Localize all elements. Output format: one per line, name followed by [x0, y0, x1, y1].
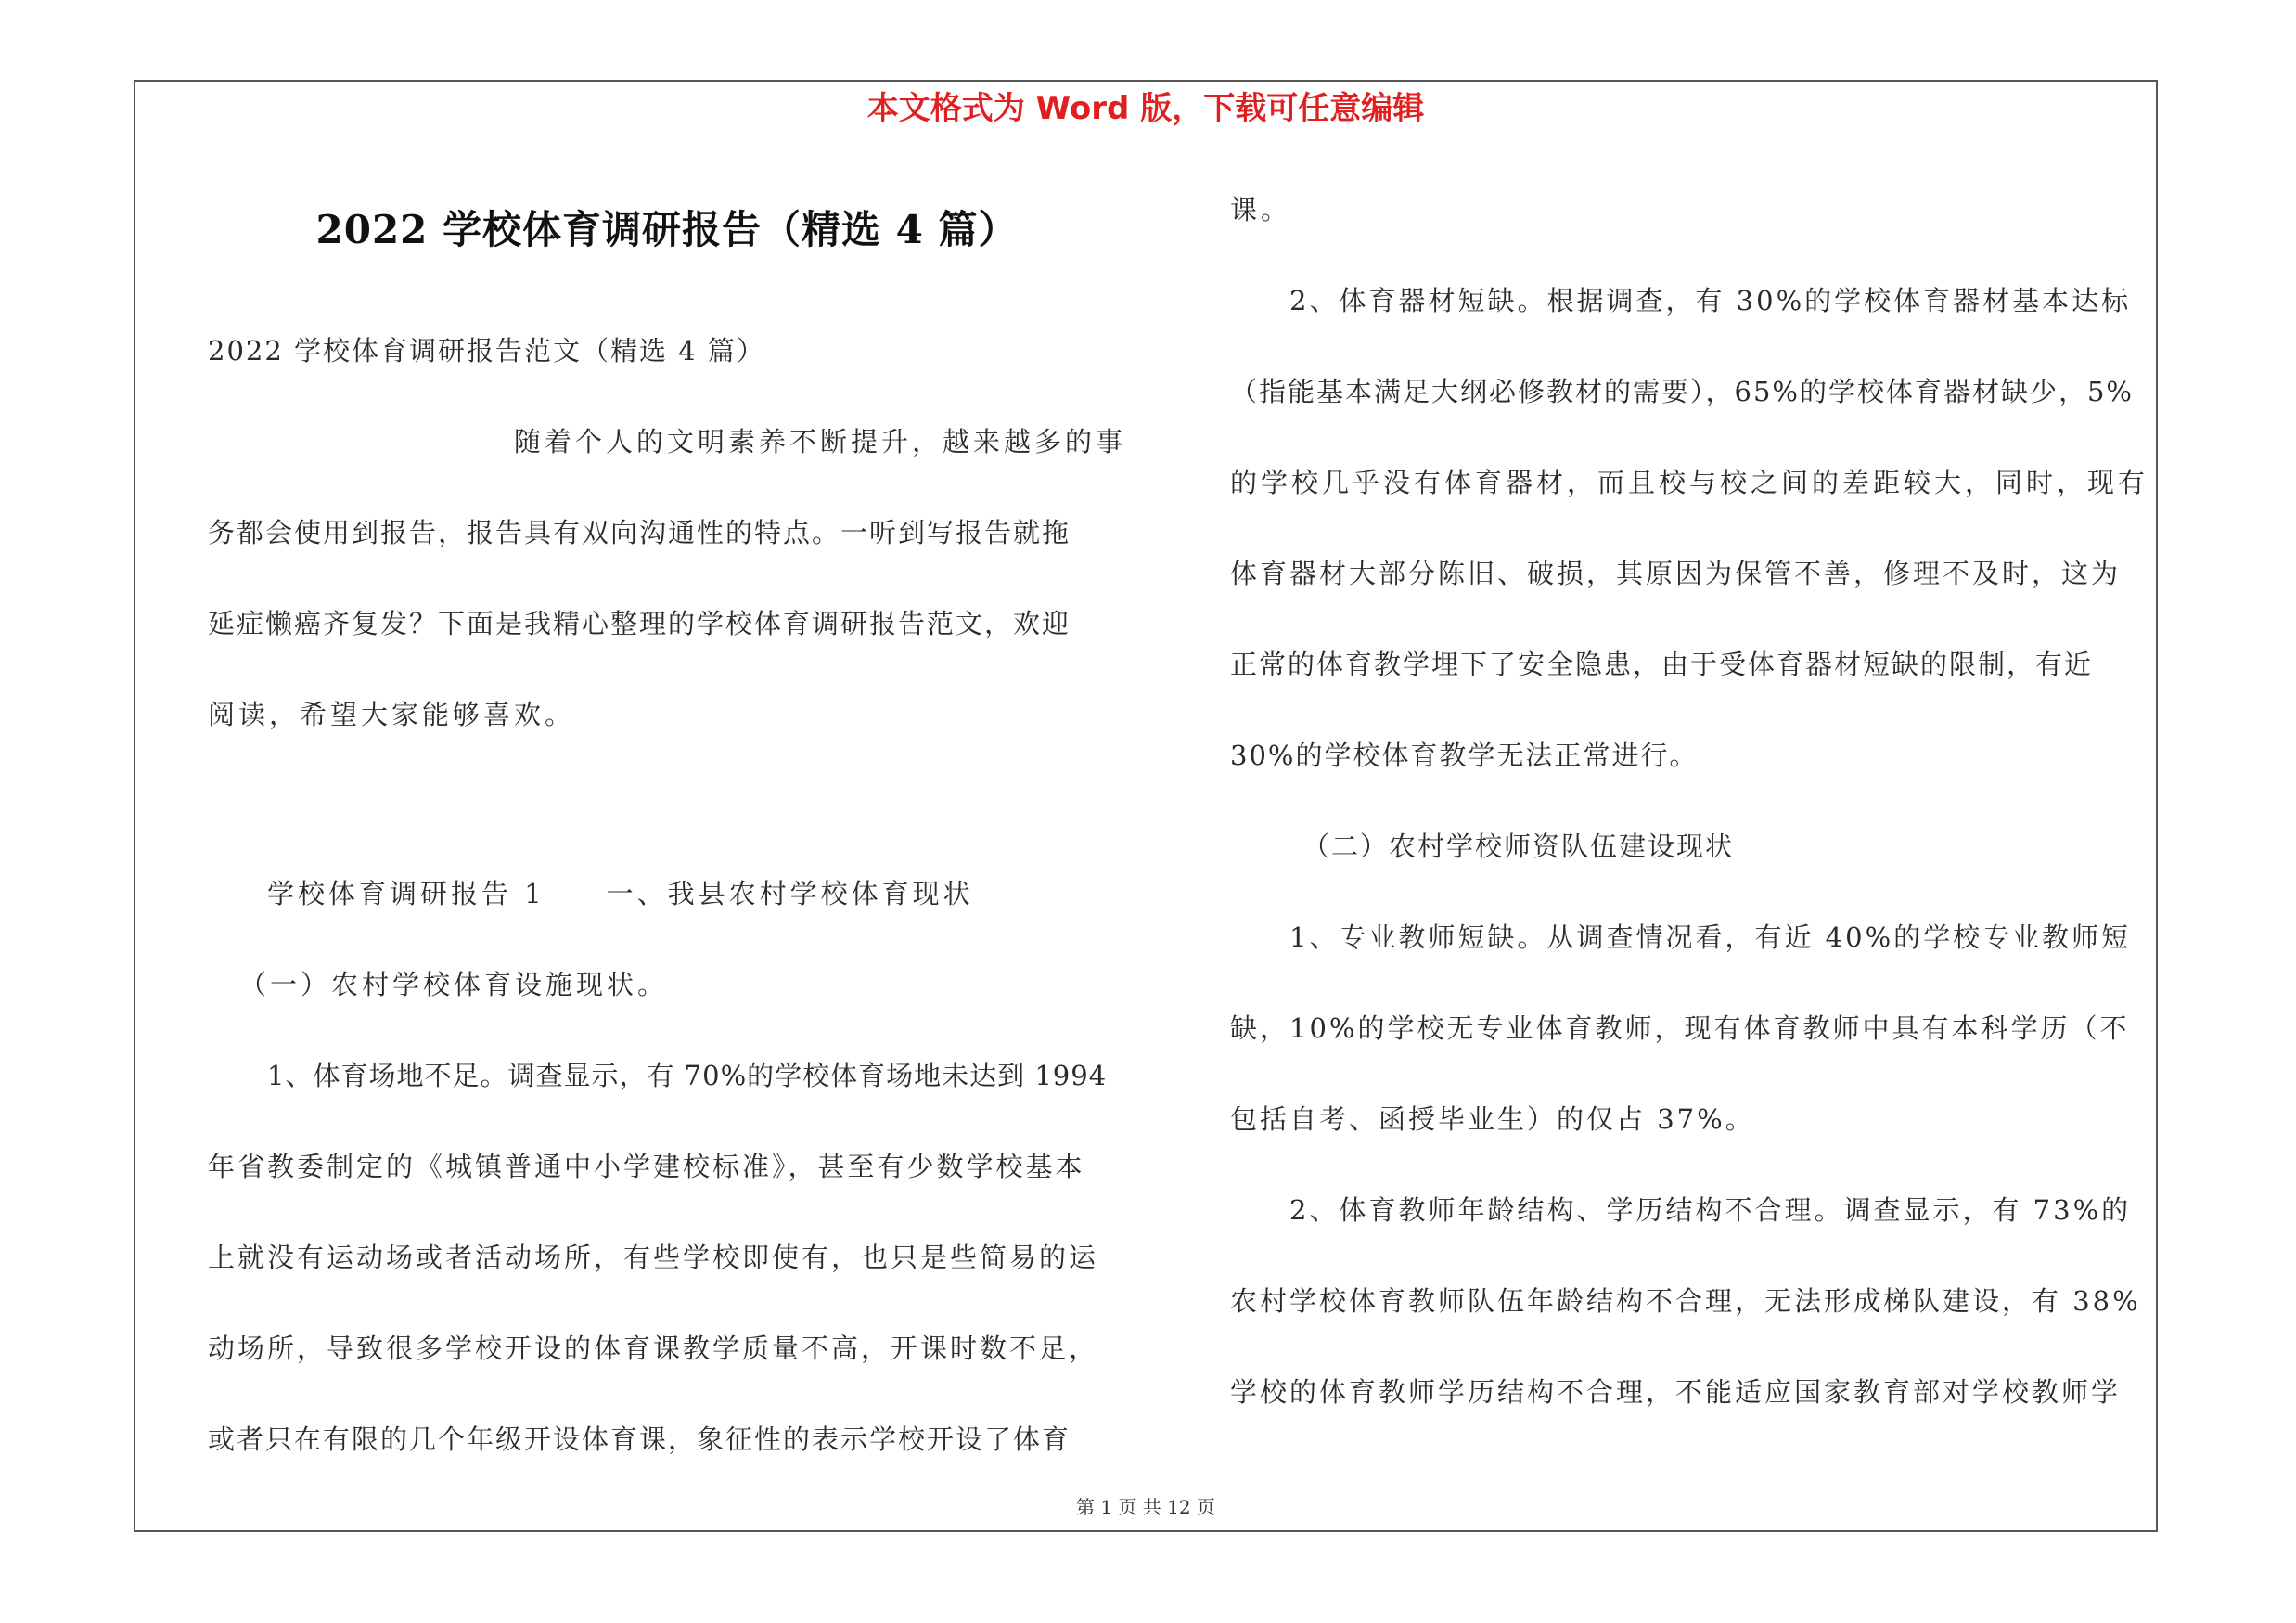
paragraph-line: 的学校几乎没有体育器材，而且校与校之间的差距较大，同时，现有 [1230, 467, 2149, 498]
paragraph-line: 30%的学校体育教学无法正常进行。 [1230, 740, 1699, 771]
paragraph-line: 1、专业教师短缺。从调查情况看，有近 40%的学校专业教师短 [1289, 921, 2132, 953]
paragraph-line: 课。 [1230, 194, 1292, 225]
paragraph-line: 1、体育场地不足。调查显示，有 70%的学校体育场地未达到 1994 [267, 1060, 1108, 1091]
paragraph-line: 2、体育器材短缺。根据调查，有 30%的学校体育器材基本达标 [1289, 285, 2132, 316]
paragraph-line: 年省教委制定的《城镇普通中小学建校标准》，甚至有少数学校基本 [208, 1151, 1085, 1182]
paragraph-line: 阅读，希望大家能够喜欢。 [208, 699, 576, 730]
paragraph-line: 延症懒癌齐复发？下面是我精心整理的学校体育调研报告范文，欢迎 [208, 608, 1071, 639]
paragraph-line: 学校的体育教师学历结构不合理，不能适应国家教育部对学校教师学 [1230, 1376, 2122, 1408]
subtitle-line: 2022 学校体育调研报告范文（精选 4 篇） [208, 335, 765, 367]
paragraph-line: 随着个人的文明素养不断提升，越来越多的事 [514, 426, 1127, 457]
paragraph-line: （指能基本满足大纲必修教材的需要），65%的学校体育器材缺少，5% [1230, 376, 2134, 407]
paragraph-line: 或者只在有限的几个年级开设体育课，象征性的表示学校开设了体育 [208, 1423, 1071, 1455]
subsection-heading: （一）农村学校体育设施现状。 [239, 969, 669, 1000]
paragraph-line: 正常的体育教学埋下了安全隐患，由于受体育器材短缺的限制，有近 [1230, 649, 2094, 680]
word-format-banner: 本文格式为 Word 版，下载可任意编辑 [866, 90, 1425, 127]
paragraph-line: 农村学校体育教师队伍年龄结构不合理，无法形成梯队建设，有 38% [1230, 1285, 2141, 1317]
document-title: 2022 学校体育调研报告（精选 4 篇） [315, 207, 1019, 252]
paragraph-line: 2、体育教师年龄结构、学历结构不合理。调查显示，有 73%的 [1289, 1194, 2132, 1226]
page-number-footer: 第 1 页 共 12 页 [1076, 1496, 1215, 1518]
paragraph-line: 务都会使用到报告，报告具有双向沟通性的特点。一听到写报告就拖 [208, 517, 1071, 548]
paragraph-line: 动场所，导致很多学校开设的体育课教学质量不高，开课时数不足， [208, 1333, 1099, 1364]
paragraph-line: 缺，10%的学校无专业体育教师，现有体育教师中具有本科学历（不 [1230, 1012, 2130, 1044]
subsection-heading: （二）农村学校师资队伍建设现状 [1302, 831, 1735, 862]
paragraph-line: 体育器材大部分陈旧、破损，其原因为保管不善，修理不及时，这为 [1230, 558, 2122, 589]
paragraph-line: 包括自考、函授毕业生）的仅占 37%。 [1230, 1103, 1755, 1135]
paragraph-line: 上就没有运动场或者活动场所，有些学校即使有，也只是些简易的运 [208, 1242, 1099, 1273]
section-heading: 学校体育调研报告 1 一、我县农村学校体育现状 [267, 878, 974, 909]
